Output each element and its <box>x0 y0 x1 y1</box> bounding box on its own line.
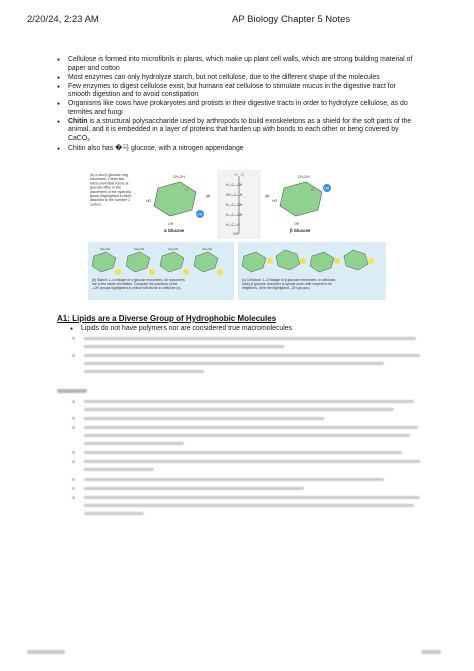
svg-text:H—C—OH: H—C—OH <box>226 203 243 207</box>
svg-text:OH: OH <box>168 222 174 226</box>
svg-text:O: O <box>311 188 314 192</box>
svg-text:CH₂OH: CH₂OH <box>168 247 178 251</box>
svg-text:HO—C—H: HO—C—H <box>226 193 243 197</box>
bullet-item: ● Organisms like cows have prokaryotes and protists in their digestive tracts in order to hydrolyze cellulose, as do termites and fungi <box>57 100 419 117</box>
panel-c-caption: (c) Cellulose: 1–4 linkage of β glucose monomers. In cellulose, every β glucose monomer is upside down with respect to its neighbors. (See the highlighted –OH groups.) <box>242 278 337 290</box>
bullet-item: ● Most enzymes can only hydrolyze starch, but not cellulose, due to the different shape of the molecules <box>57 74 419 83</box>
svg-text:CH₂OH: CH₂OH <box>298 175 310 179</box>
svg-text:H—C—OH: H—C—OH <box>226 213 243 217</box>
svg-text:HO: HO <box>146 199 152 203</box>
alpha-glucose-ring <box>146 175 204 233</box>
glucose-diagram <box>88 170 386 300</box>
svg-text:O: O <box>185 188 188 192</box>
svg-text:OH: OH <box>197 212 203 217</box>
svg-text:CH₂OH: CH₂OH <box>100 247 110 251</box>
svg-text:H—C—H: H—C—H <box>226 223 240 227</box>
svg-text:HO: HO <box>272 199 278 203</box>
print-date: 2/20/24, 2:23 AM <box>27 14 99 25</box>
bullet-item: ● Chitin is a structural polysaccharide used by arthropods to build exoskeletons as a shield for the soft parts of the animal, and it is embedded in a layer of proteins that harden up with bonds to each other or beng covered by CaCO$_3$ <box>57 118 419 145</box>
footer-url <box>27 650 65 654</box>
alpha-label: α Glucose <box>164 228 185 233</box>
bullet-item: ● Chitin also has �马 glucose, with a nitrogen appendange <box>57 145 419 154</box>
beta-label: β Glucose <box>290 228 311 233</box>
glucose-figure <box>88 170 386 300</box>
panel-b-caption: (b) Starch: 1–4 linkage of α glucose monomers. All monomers are in the same orientation. Compare the positions of the –OH groups highlighted in yellow with those in cellulose (c). <box>92 278 185 290</box>
section-heading: A1: Lipids are a Diverse Group of Hydrophobic Molecules <box>57 314 277 323</box>
svg-text:CH₂OH: CH₂OH <box>173 175 185 179</box>
svg-text:H: H <box>235 173 238 177</box>
document-title: AP Biology Chapter 5 Notes <box>232 14 351 25</box>
svg-text:O: O <box>241 173 244 177</box>
section-bullet: ● Lipids do not have polymers nor are considered true macromolecules <box>70 325 292 334</box>
panel-a-caption: (a) α and β glucose ring structures. These two interconvertible forms of glucose differ in the placement of the hydroxyl group (highlighted in blue) attached to the number 1 carbon. <box>90 173 132 207</box>
bullet-item: ● Cellulose is formed into microfibrils in plants, which make up plant cell walls, which are strong building material of paper and cotton <box>57 56 419 73</box>
svg-text:OH: OH <box>294 222 300 226</box>
cellulose-panel <box>238 242 386 300</box>
svg-text:CH₂OH: CH₂OH <box>202 247 212 251</box>
footer-page-number <box>421 650 441 654</box>
svg-text:OH: OH <box>324 186 330 191</box>
linear-glucose <box>218 170 260 238</box>
bullet-list <box>57 56 419 154</box>
bullet-item: ● Few enzymes to digest cellulose exist, but humans eat cellulose to stimulate mucus in the digestive tract for smooth digestion and to avoid constipation <box>57 83 419 100</box>
svg-text:CH₂OH: CH₂OH <box>134 247 144 251</box>
equilibrium-arrow-right: ⇌ <box>265 194 270 200</box>
equilibrium-arrow-left: ⇌ <box>206 194 211 200</box>
beta-glucose-ring <box>272 175 331 233</box>
starch-panel <box>88 242 234 300</box>
svg-text:H—C—OH: H—C—OH <box>226 183 243 187</box>
svg-text:OH: OH <box>233 232 238 236</box>
